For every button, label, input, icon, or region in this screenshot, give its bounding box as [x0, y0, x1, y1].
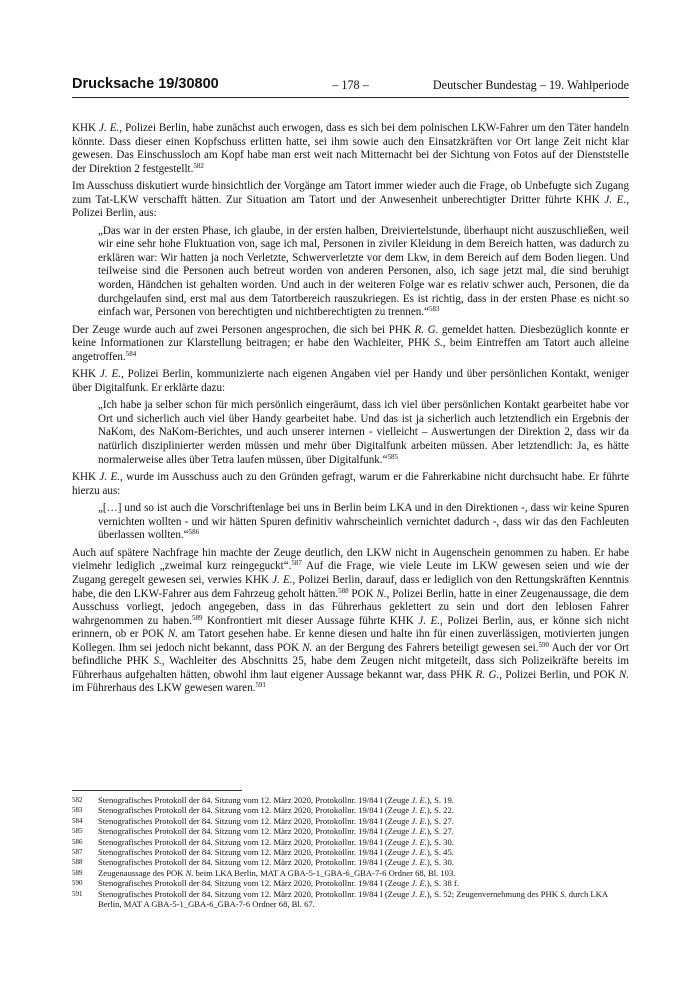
footnote-item — [72, 816, 629, 826]
footnote-item — [72, 805, 629, 815]
footnote-number: 585 — [72, 827, 83, 836]
footnote-text: Stenografisches Protokoll der 84. Sitzung vom 12. März 2020, Protokollnr. 19/84 I (Zeuge J. E.), S. 52; Zeugenvernehmung des PHK S. durch LKA Berlin, MAT A GBA-5-1_GBA-6_GBA-7-6 Ordner 68, Bl. 67. — [98, 888, 608, 910]
footnote-divider — [72, 790, 242, 791]
footnote-item — [72, 795, 629, 805]
footnote-item — [72, 889, 629, 910]
footnote-item — [72, 847, 629, 857]
footnote-number: 589 — [72, 868, 83, 877]
page-number: – 178 – — [332, 78, 369, 92]
body-text — [72, 122, 629, 700]
footnote-item — [72, 878, 629, 888]
body-paragraph: Der Zeuge wurde auch auf zwei Personen angesprochen, die sich bei PHK R. G. gemeldet hatten. Diesbezüglich konnte er keine Informationen zur Klarstellung beitragen; er habe den Wachleiter, PHK S., beim Eintreffen am Tatort auch alleine angetroffen.$^{584}$ — [72, 323, 629, 363]
footnote-text: Stenografisches Protokoll der 84. Sitzung vom 12. März 2020, Protokollnr. 19/84 I (Zeuge J. E.), S. 30. — [98, 836, 454, 847]
drucksache-number: Drucksache 19/30800 — [72, 76, 219, 92]
footnote-number: 587 — [72, 848, 83, 857]
footnote-item — [72, 837, 629, 847]
footnote-item — [72, 868, 629, 878]
footnote-number: 591 — [72, 889, 83, 898]
footnote-text: Stenografisches Protokoll der 84. Sitzung vom 12. März 2020, Protokollnr. 19/84 I (Zeuge J. E.), S. 19. — [98, 795, 454, 805]
footnote-text: Stenografisches Protokoll der 84. Sitzung vom 12. März 2020, Protokollnr. 19/84 I (Zeuge J. E.), S. 45. — [98, 847, 454, 858]
footnote-number: 582 — [72, 796, 83, 804]
footnote-text: Zeugenaussage des POK N. beim LKA Berlin, MAT A GBA-5-1_GBA-6_GBA-7-6 Ordner 68, Bl. 103. — [98, 867, 456, 878]
body-paragraph: KHK J. E., Polizei Berlin, kommunizierte nach eigenen Angaben viel per Handy und über persönlichen Kontakt, weniger über Digitalfunk. Er erklärte dazu: — [72, 368, 630, 394]
footnote-text: Stenografisches Protokoll der 84. Sitzung vom 12. März 2020, Protokollnr. 19/84 I (Zeuge J. E.), S. 22. — [98, 805, 454, 816]
footnote-number: 583 — [72, 806, 83, 815]
footnote-number: 588 — [72, 858, 83, 867]
header-divider — [72, 97, 629, 98]
body-paragraph: Im Ausschuss diskutiert wurde hinsichtlich der Vorgänge am Tatort immer wieder auch die Frage, ob Unbefugte sich Zugang zum Tat-LKW verschafft hätten. Zur Situation am Tatort und der Anwesenheit unberechtigter Dritter führte KHK J. E., Polizei Berlin, aus: — [72, 180, 630, 220]
page-header — [72, 76, 629, 96]
body-paragraph: KHK J. E., Polizei Berlin, habe zunächst auch erwogen, dass es sich bei dem polnischen LKW-Fahrer um den Täter handeln könnte. Dass dieser einen Kopfschuss erlitten hatte, sei ihm sowie auch den Einsatzkräften vor Ort lange Zeit nicht klar gewesen. Das Einschussloch am Kopf habe man erst weit nach Mitternacht bei der Sichtung von Fotos auf der Dienststelle der Direktion 2 festgestellt.$^{582}$ — [72, 122, 629, 175]
footnote-text: Stenografisches Protokoll der 84. Sitzung vom 12. März 2020, Protokollnr. 19/84 I (Zeuge J. E.), S. 30. — [98, 857, 454, 868]
footnote-item — [72, 857, 629, 867]
quote-block: „Das war in der ersten Phase, ich glaube, in der ersten halben, Dreiviertelstunde, überhaupt nicht auszuschließen, weil wir eine sehr hohe Fluktuation von, sage ich mal, Personen in ziviler Kleidung in dem Bereich hatten, was dadurch zu erklären war: Wir hatten ja noch Verletzte, Schwerverletzte vor dem Lkw, in dem Bereich auf dem Boden liegen. Und teilweise sind die Personen auch betreut worden von anderen Personen, also, ich sage jetzt mal, die sind beruhigt worden, Händchen ist gehalten worden. Und auch in der weiteren Folge war es relativ schwer auch, Personen, die da durchgelaufen sind, erst mal aus dem Tatortbereich rauszukriegen. Es ist richtig, dass in der ersten Phase es nicht so einfach war, Personen von berechtigten und nichtberechtigten zu trennen.“$^{583}$ — [98, 224, 629, 319]
footnote-text: Stenografisches Protokoll der 84. Sitzung vom 12. März 2020, Protokollnr. 19/84 I (Zeuge J. E.), S. 27. — [98, 815, 454, 826]
footnotes — [72, 795, 629, 909]
body-paragraph: Auch auf spätere Nachfrage hin machte der Zeuge deutlich, den LKW nicht in Augenschein genommen zu haben. Er habe vielmehr lediglich „zweimal kurz reingeguckt“.$^{587}$ Auf die Frage, wie viele Leute im LKW gewesen seien und wie der Zugang geregelt gewesen sei, verwies KHK J. E., Polizei Berlin, darauf, dass er lediglich von den Rettungskräften Kenntnis habe, die den LKW-Fahrer aus dem Fahrzeug geholt hätten.$^{588}$ POK N., Polizei Berlin, hatte in einer Zeugenaussage, die dem Ausschuss vorliegt, jedoch angegeben, dass in das Führerhaus geklettert zu sein und dort den leblosen Fahrer wahrgenommen zu haben.$^{589}$ Konfrontiert mit dieser Aussage führte KHK J. E., Polizei Berlin, aus, er könne sich nicht erinnern, ob er POK N. am Tatort gesehen habe. Er kenne diesen und halte ihn für einen zuverlässigen, motivierten jungen Kollegen. Ihm sei jedoch nicht bekannt, dass POK N. an der Bergung des Fahrers beteiligt gewesen sei.$^{590}$ Auch der vor Ort befindliche PHK S., Wachleiter des Abschnitts 25, habe dem Zeugen nicht mitgeteilt, dass sich Polizeikräfte bereits im Führerhaus aufgehalten hätten, obwohl ihm laut eigener Aussage bekannt war, dass PHK R. G., Polizei Berlin, und POK N. im Führerhaus des LKW gewesen waren.$^{591}$ — [72, 546, 630, 695]
footnote-item — [72, 826, 629, 836]
footnote-text: Stenografisches Protokoll der 84. Sitzung vom 12. März 2020, Protokollnr. 19/84 I (Zeuge J. E.), S. 27. — [98, 826, 454, 837]
quote-block: „[…] und so ist auch die Vorschriftenlage bei uns in Berlin beim LKA und in den Direktionen -, dass wir keine Spuren vernichten wollten - und wir hätten Spuren definitiv wahrscheinlich vernichtet dadurch -, dass wir das den Fachleuten überlassen wollten.“$^{586}$ — [98, 502, 629, 542]
publisher-line: Deutscher Bundestag – 19. Wahlperiode — [432, 78, 629, 92]
footnote-text: Stenografisches Protokoll der 84. Sitzung vom 12. März 2020, Protokollnr. 19/84 I (Zeuge J. E.), S. 38 f. — [98, 878, 459, 889]
footnote-number: 590 — [72, 879, 83, 888]
quote-block: „Ich habe ja selber schon für mich persönlich eingeräumt, dass ich viel über persönlichen Kontakt gearbeitet habe vor Ort und sicherlich auch viel über Handy gearbeitet habe. Und das ist ja sicherlich auch letztendlich ein Ergebnis der NaKom, des NaKom-Berichtes, und auch unserer internen - vielleicht – Auswertungen der Direktion 2, dass wir da natürlich disziplinierter werden müssen und mehr über Digitalfunk arbeiten müssen. Aber letztendlich: Ja, es hätte normalerweise alles über Tetra laufen müssen, über Digitalfunk.“$^{585}$ — [98, 399, 629, 466]
footnote-number: 586 — [72, 837, 83, 846]
body-paragraph: KHK J. E., wurde im Ausschuss auch zu den Gründen gefragt, warum er die Fahrerkabine nicht durchsucht habe. Er führte hierzu aus: — [72, 471, 630, 497]
footnote-number: 584 — [72, 816, 83, 825]
